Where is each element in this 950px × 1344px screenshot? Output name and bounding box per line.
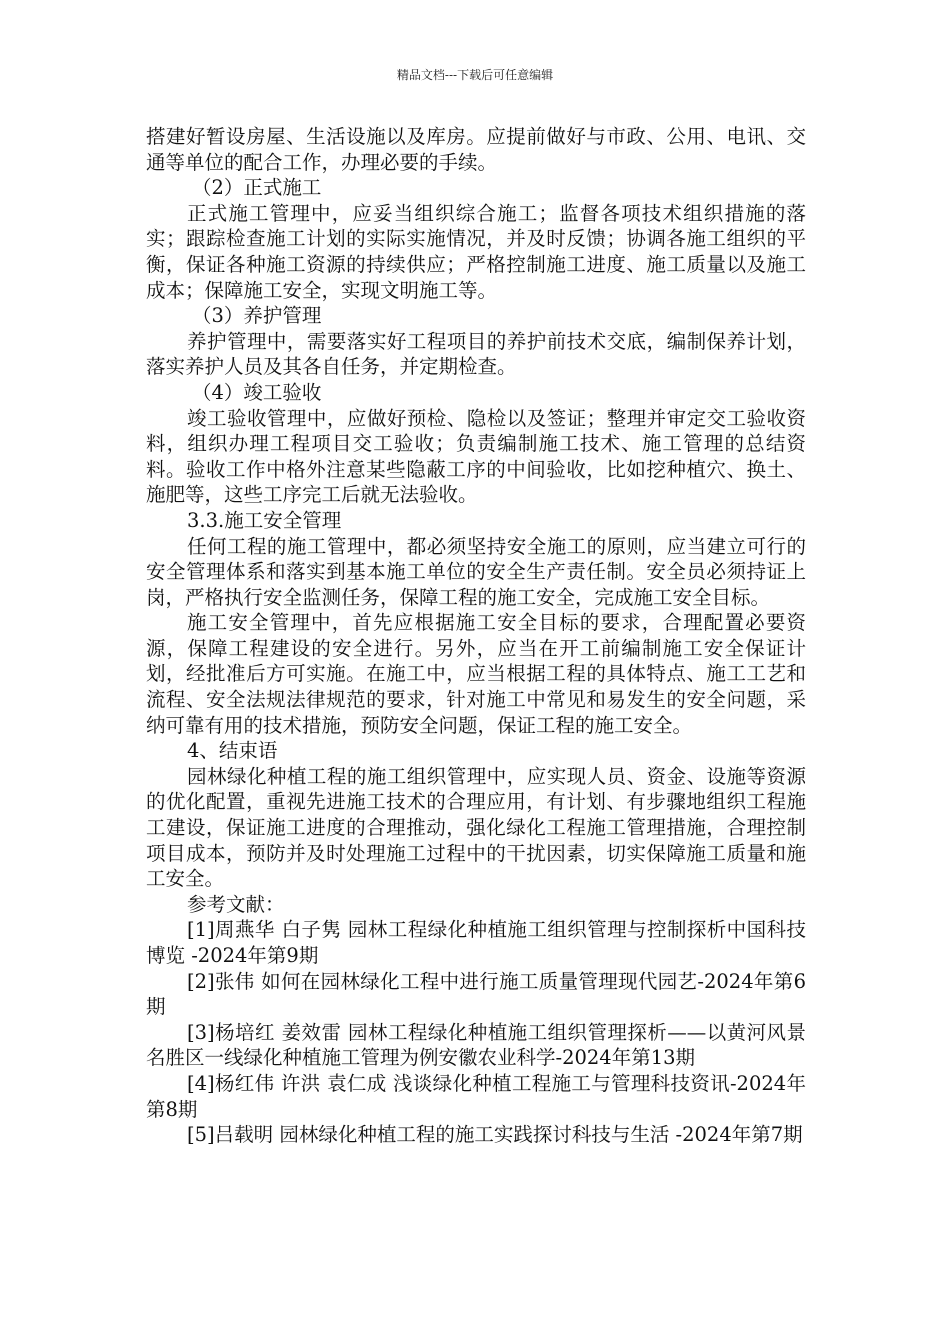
subheading-acceptance: （4）竣工验收: [192, 380, 322, 404]
paragraph-conclusion: 园林绿化种植工程的施工组织管理中，应实现人员、资金、设施等资源的优化配置，重视先进施工技术的合理应用，有计划、有步骤地组织工程施工建设，保证施工进度的合理推动，强化绿化工程施工管理措施，合理控制项目成本，预防并及时处理施工过程中的干扰因素，切实保障施工质量和施工安全。: [146, 764, 806, 891]
document-body: [146, 124, 806, 1148]
subheading-formal-construction: （2）正式施工: [192, 176, 322, 200]
section-heading-conclusion: 4、结束语: [187, 739, 278, 763]
reference-item: [1]周燕华 白子隽 园林工程绿化种植施工组织管理与控制探析中国科技博览 -2024年第9期: [146, 918, 806, 967]
subheading-maintenance: （3）养护管理: [192, 304, 322, 328]
section-heading-safety: 3.3.施工安全管理: [187, 508, 342, 532]
paragraph-safety-2: 施工安全管理中，首先应根据施工安全目标的要求，合理配置必要资源，保障工程建设的安全进行。另外，应当在开工前编制施工安全保证计划，经批准后方可实施。在施工中，应当根据工程的具体特点、施工工艺和流程、安全法规法律规范的要求，针对施工中常见和易发生的安全问题，采纳可靠有用的技术措施，预防安全问题，保证工程的施工安全。: [146, 611, 806, 737]
paragraph-acceptance: 竣工验收管理中，应做好预检、隐检以及签证；整理并审定交工验收资料，组织办理工程项目交工验收；负责编制施工技术、施工管理的总结资料。验收工作中格外注意某些隐蔽工序的中间验收，比如挖种植穴、换土、施肥等，这些工序完工后就无法验收。: [146, 406, 806, 507]
reference-item: [3]杨培红 姜效雷 园林工程绿化种植施工组织管理探析——以黄河风景名胜区一线绿化种植施工管理为例安徽农业科学-2024年第13期: [146, 1020, 806, 1070]
paragraph-formal-construction: 正式施工管理中，应妥当组织综合施工；监督各项技术组织措施的落实；跟踪检查施工计划的实际实施情况，并及时反馈；协调各施工组织的平衡，保证各种施工资源的持续供应；严格控制施工进度、施工质量以及施工成本；保障施工安全，实现文明施工等。: [146, 201, 806, 302]
reference-item: [2]张伟 如何在园林绿化工程中进行施工质量管理现代园艺-2024年第6期: [146, 969, 806, 1019]
paragraph-maintenance: 养护管理中，需要落实好工程项目的养护前技术交底，编制保养计划，落实养护人员及其各自任务，并定期检查。: [146, 329, 806, 379]
page-header: 精品文档---下载后可任意编辑: [396, 68, 554, 82]
reference-item: [4]杨红伟 许洪 袁仁成 浅谈绿化种植工程施工与管理科技资讯-2024年第8期: [146, 1071, 806, 1121]
paragraph-continuation: 搭建好暂设房屋、生活设施以及库房。应提前做好与市政、公用、电讯、交通等单位的配合工作，办理必要的手续。: [146, 125, 806, 174]
references-heading: 参考文献：: [187, 892, 285, 916]
reference-item: [5]吕载明 园林绿化种植工程的施工实践探讨科技与生活 -2024年第7期: [187, 1123, 803, 1147]
paragraph-safety-1: 任何工程的施工管理中，都必须坚持安全施工的原则，应当建立可行的安全管理体系和落实到基本施工单位的安全生产责任制。安全员必须持证上岗，严格执行安全监测任务，保障工程的施工安全，完成施工安全目标。: [146, 534, 806, 609]
